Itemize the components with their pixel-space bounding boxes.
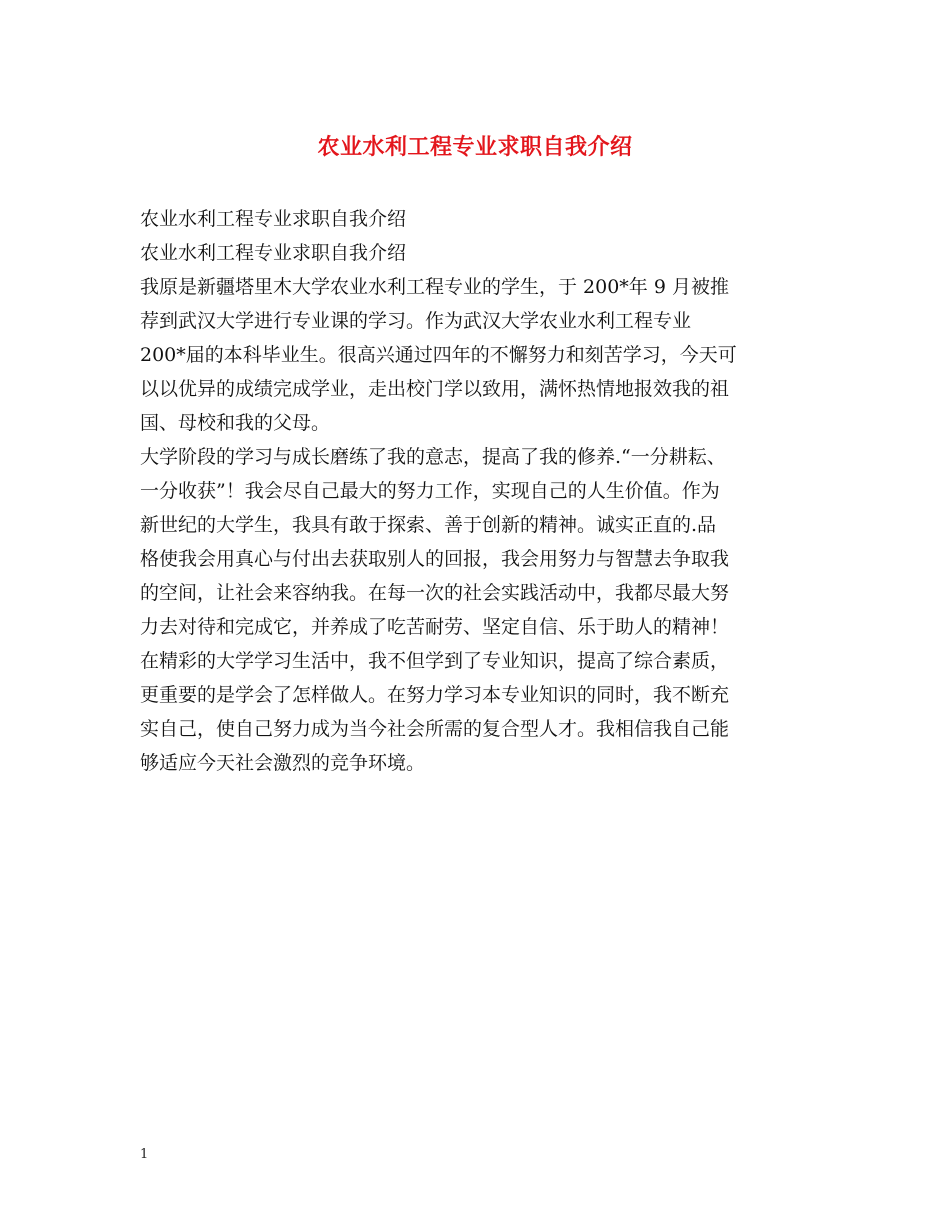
text-line: 国、母校和我的父母。	[140, 412, 331, 434]
text-line: 大学阶段的学习与成长磨练了我的意志，提高了我的修养.“一分耕耘、	[140, 446, 726, 468]
text-line: 以以优异的成绩完成学业，走出校门学以致用，满怀热情地报效我的祖	[140, 378, 730, 400]
text-line: 格使我会用真心与付出去获取别人的回报，我会用努力与智慧去争取我	[140, 548, 730, 570]
text-line: 的空间，让社会来容纳我。在每一次的社会实践活动中，我都尽最大努	[140, 582, 730, 604]
text-line: 农业水利工程专业求职自我介绍	[140, 208, 407, 230]
text-line: 实自己，使自己努力成为当今社会所需的复合型人才。我相信我自己能	[140, 718, 730, 740]
text-line: 在精彩的大学学习生活中，我不但学到了专业知识，提高了综合素质，	[140, 650, 730, 672]
text-line: 更重要的是学会了怎样做人。在努力学习本专业知识的同时，我不断充	[140, 684, 730, 706]
text-line: 够适应今天社会激烈的竞争环境。	[140, 752, 426, 774]
text-line: 我原是新疆塔里木大学农业水利工程专业的学生，于 200*年 9 月被推	[140, 276, 729, 298]
text-line: 200*届的本科毕业生。很高兴通过四年的不懈努力和刻苦学习，今天可	[140, 344, 737, 366]
text-line: 新世纪的大学生，我具有敢于探索、善于创新的精神。诚实正直的.品	[140, 514, 717, 536]
text-line: 农业水利工程专业求职自我介绍	[140, 242, 407, 264]
text-line: 力去对待和完成它，并养成了吃苦耐劳、坚定自信、乐于助人的精神！	[140, 616, 730, 638]
page-number: 1	[140, 1147, 149, 1162]
document-title: 农业水利工程专业求职自我介绍	[317, 135, 633, 160]
text-line: 一分收获”！我会尽自己最大的努力工作，实现自己的人生价值。作为	[140, 480, 720, 502]
text-line: 荐到武汉大学进行专业课的学习。作为武汉大学农业水利工程专业	[140, 310, 692, 332]
document-body	[140, 202, 815, 780]
